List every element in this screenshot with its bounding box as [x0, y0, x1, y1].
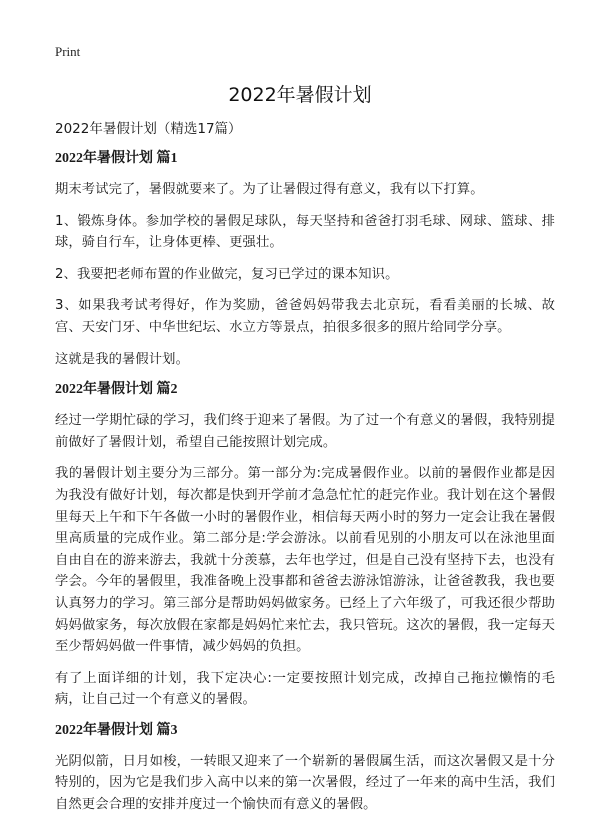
- paragraph: 3、如果我考试考得好，作为奖励，爸爸妈妈带我去北京玩，看看美丽的长城、故宫、天安门牙、中华世纪坛、水立方等景点，拍很多很多的照片给同学分享。: [55, 298, 555, 335]
- section-heading: 2022年暑假计划 篇2: [55, 382, 178, 398]
- section-heading: 2022年暑假计划 篇3: [55, 722, 178, 738]
- document-subtitle: 2022年暑假计划（精选17篇）: [55, 121, 242, 137]
- paragraph: 经过一学期忙碌的学习，我们终于迎来了暑假。为了过一个有意义的暑假，我特别提前做好了暑假计划，希望自己能按照计划完成。: [55, 413, 555, 450]
- document-body: [55, 119, 555, 826]
- section-3: [55, 721, 555, 816]
- paragraph: 光阴似箭，日月如梭，一转眼又迎来了一个崭新的暑假属生活，而这次暑假又是十分特别的，因为它是我们步入高中以来的第一次暑假，经过了一年来的高中生活，我们自然更会合理的安排并度过一个愉快而有意义的暑假。: [55, 753, 555, 813]
- paragraph: 我的暑假计划主要分为三部分。第一部分为:完成暑假作业。以前的暑假作业都是因为我没有做好计划，每次都是快到开学前才急急忙忙的赶完作业。我计划在这个暑假里每天上午和下午各做一小时的暑假作业，相信每天两小时的努力一定会让我在暑假里高质量的完成作业。第二部分是:学会游泳。以前看见别的小朋友可以在泳池里面自由自在的游来游去，我就十分羡慕，去年也学过，但是自己没有坚持下去，也没有学会。今年的暑假里，我准备晚上没事都和爸爸去游泳馆游泳，让爸爸教我，我也要认真努力的学习。第三部分是帮助妈妈做家务。已经上了六年级了，可我还很少帮助妈妈做家务，每次放假在家都是妈妈忙来忙去，我只管玩。这次的暑假，我一定每天至少帮妈妈做一件事情，减少妈妈的负担。: [55, 466, 555, 655]
- section-heading: 2022年暑假计划 篇1: [55, 151, 178, 166]
- section-1: [55, 149, 555, 370]
- paragraph: 1、锻炼身体。参加学校的暑假足球队，每天坚持和爸爸打羽毛球、网球、篮球、排球，骑自行车，让身体更棒、更强壮。: [55, 213, 555, 251]
- paragraph: 2、我要把老师布置的作业做完，复习已学过的课本知识。: [55, 266, 399, 282]
- section-2: [55, 380, 555, 711]
- paragraph: 期末考试完了，暑假就要来了。为了让暑假过得有意义，我有以下打算。: [55, 182, 484, 197]
- print-label: Print: [55, 44, 81, 59]
- paragraph: 这就是我的暑假计划。: [55, 351, 189, 367]
- paragraph: 有了上面详细的计划，我下定决心:一定要按照计划完成，改掉自己拖拉懒惰的毛病，让自己过一个有意义的暑假。: [55, 670, 555, 708]
- document-title: 2022年暑假计划: [228, 84, 372, 106]
